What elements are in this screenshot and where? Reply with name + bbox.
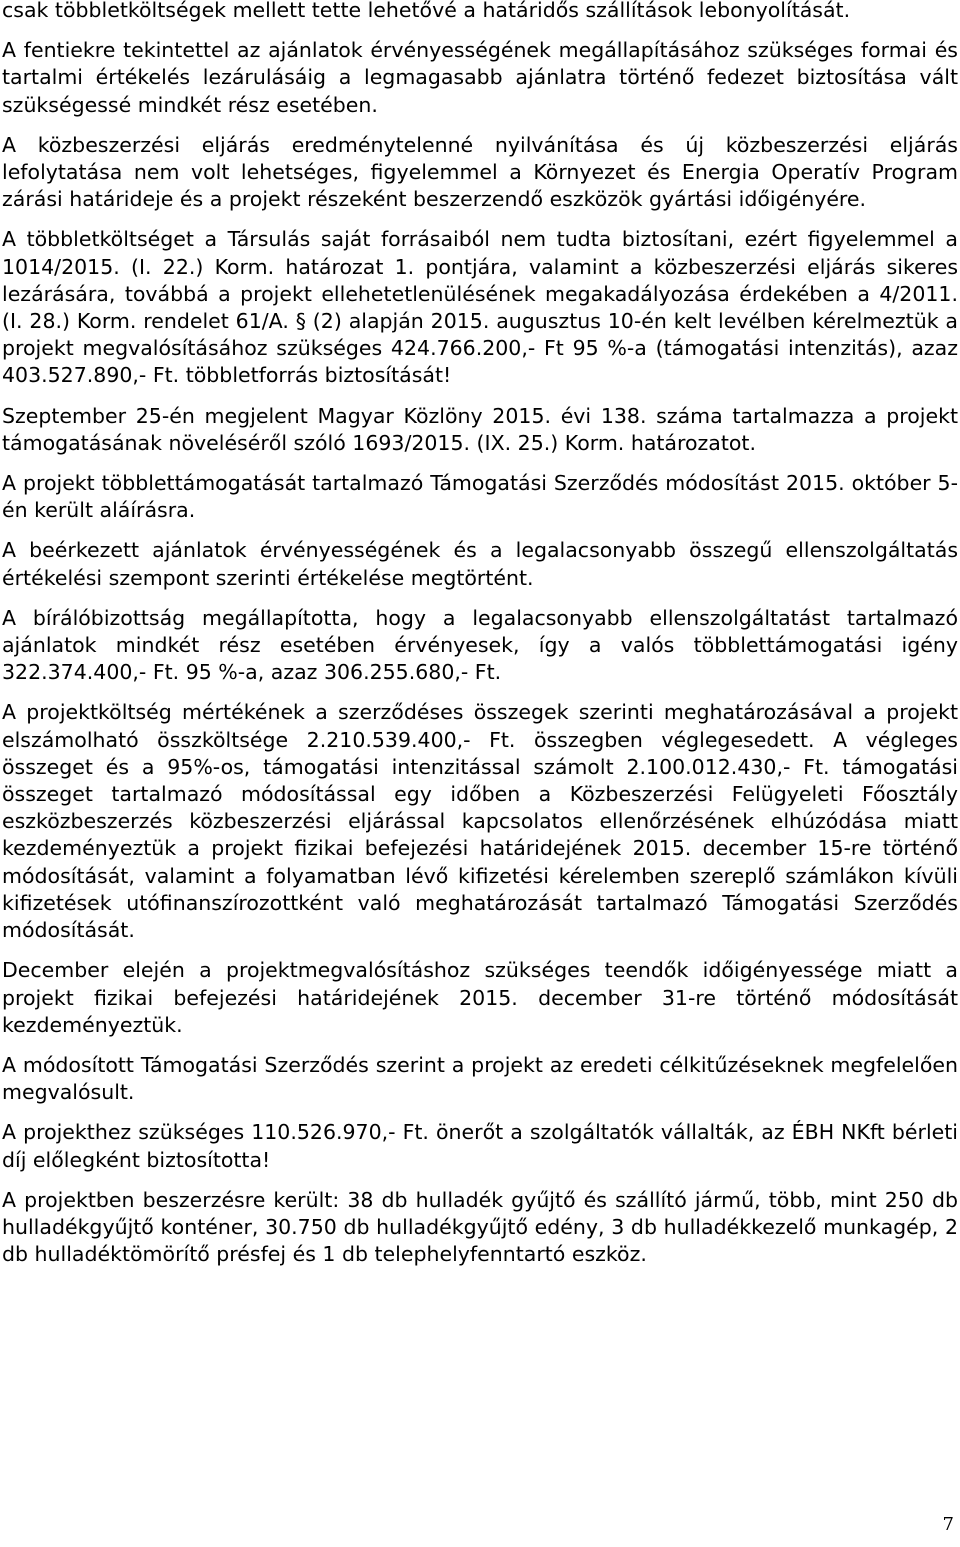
paragraph-2: A fentiekre tekintettel az ajánlatok érvényességének megállapításához szükséges formai és tartalmi értékelés lezárulásáig a legmagasabb ajánlatra történő fedezet biztosítása vált szükségessé mindkét rész esetében. [2,38,958,117]
page-number: 7 [942,1514,954,1535]
paragraph-8: A bírálóbizottság megállapította, hogy a legalacsonyabb ellenszolgáltatást tartalmazó ajánlatok mindkét rész esetében érvényesek, így a valós többlettámogatási igény 322.374.400,- Ft. 95 %-a, azaz 306.255.680,- Ft. [2,605,958,685]
paragraph-10: December elején a projektmegvalósításhoz szükséges teendők időigényessége miatt a projekt fizikai befejezési határidejének 2015. december 31-re történő módosítását kezdeményeztük. [2,958,958,1037]
paragraph-3: A közbeszerzési eljárás eredménytelenné nyilvánítása és új közbeszerzési eljárás lefolytatása nem volt lehetséges, figyelemmel a Környezet és Energia Operatív Program zárási határideje és a projekt részeként beszerzendő eszközök gyártási időigényére. [2,132,958,212]
paragraph-4: A többletköltséget a Társulás saját forrásaiból nem tudta biztosítani, ezért figyelemmel a 1014/2015. (I. 22.) Korm. határozat 1. pontjára, valamint a közbeszerzési eljárás sikeres lezárására, továbbá a projekt ellehetetlenülésének megakadályozása érdekében a 4/2011. (I. 28.) Korm. rendelet 61/A. § (2) alapján 2015. augusztus 10-én kelt levélben kérelmeztük a projekt megvalósításához szükséges 424.766.200,- Ft 95 %-a (támogatási intenzitás), azaz 403.527.890,- Ft. többletforrás biztosítását! [2,227,958,388]
paragraph-12: A projekthez szükséges 110.526.970,- Ft. önerőt a szolgáltatók vállalták, az ÉBH NKft bérleti díj előlegként biztosította! [2,1120,958,1172]
paragraph-1: csak többletköltségek mellett tette lehetővé a határidős szállítások lebonyolítását. [2,0,851,22]
paragraph-13: A projektben beszerzésre került: 38 db hulladék gyűjtő és szállító jármű, több, mint 250 db hulladékgyűjtő konténer, 30.750 db hulladékgyűjtő edény, 3 db hulladékkezelő munkagép, 2 db hulladéktömörítő présfej és 1 db telephelyfenntartó eszköz. [2,1187,958,1267]
paragraph-7: A beérkezett ajánlatok érvényességének és a legalacsonyabb összegű ellenszolgáltatás értékelési szempont szerinti értékelése megtörtént. [2,538,958,590]
paragraph-9: A projektköltség mértékének a szerződéses összegek szerinti meghatározásával a projekt elszámolható összköltsége 2.210.539.400,- Ft. összegben véglegesedett. A végleges összeget és a 95%-os, támogatási intenzitással számolt 2.100.012.430,- Ft. támogatási összeget tartalmazó módosítással egy időben a Közbeszerzési Felügyeleti Főosztály eszközbeszerzés közbeszerzési eljárással kapcsolatos ellenőrzésének elhúzódása miatt kezdeményeztük a projekt fizikai befejezési határidejének 2015. december 15-re történő módosítását, valamint a folyamatban lévő kifizetési kérelemben szereplő számlákon kívüli kifizetések utófinanszírozottként való meghatározását tartalmazó Támogatási Szerződés módosítását. [2,700,958,943]
paragraph-11: A módosított Támogatási Szerződés szerint a projekt az eredeti célkitűzéseknek megfelelően megvalósult. [2,1052,958,1105]
paragraph-6: A projekt többlettámogatását tartalmazó Támogatási Szerződés módosítást 2015. október 5-én került aláírásra. [2,471,958,523]
paragraph-5: Szeptember 25-én megjelent Magyar Közlöny 2015. évi 138. száma tartalmazza a projekt támogatásának növeléséről szóló 1693/2015. (IX. 25.) Korm. határozatot. [2,403,958,455]
